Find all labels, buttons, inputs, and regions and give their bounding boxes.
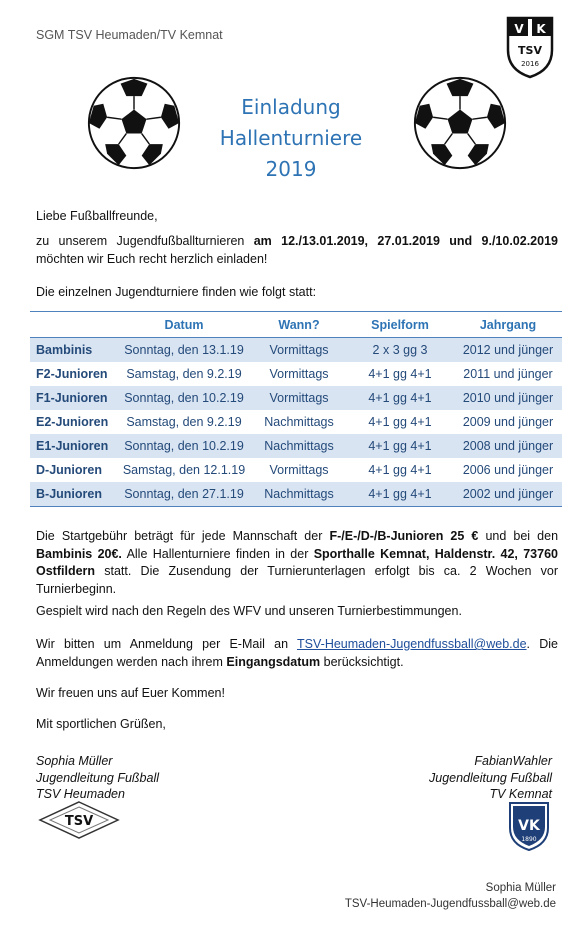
table-intro: Die einzelnen Jugendturniere finden wie folgt statt:: [36, 285, 317, 299]
row-date: Sonntag, den 10.2.19: [116, 386, 252, 410]
title-line-2: Hallenturniere: [219, 126, 363, 150]
closing-greeting: Mit sportlichen Grüßen,: [36, 717, 166, 731]
fee-junior-price: F-/E-/D-/B-Junioren 25 €: [329, 529, 479, 543]
registration-paragraph: [36, 636, 558, 671]
row-category: Bambinis: [30, 338, 116, 363]
row-category: F1-Junioren: [30, 386, 116, 410]
fee-paragraph: [36, 528, 558, 598]
table-header-row: [30, 312, 562, 338]
venue-address: Sporthalle Kemnat, Haldenstr. 42, 73760 Ostfildern: [36, 546, 558, 578]
row-when: Vormittags: [269, 367, 329, 381]
greeting: Liebe Fußballfreunde,: [36, 209, 158, 223]
row-date: Sonntag, den 13.1.19: [116, 338, 252, 363]
crest-year: 2016: [521, 60, 539, 68]
row-format: 4+1 gg 4+1: [346, 482, 454, 507]
signature-right-club: TV Kemnat: [489, 787, 552, 801]
closing-line: Wir freuen uns auf Euer Kommen!: [36, 686, 225, 700]
row-date: Sonntag, den 27.1.19: [116, 482, 252, 507]
row-when: Nachmittags: [252, 482, 346, 507]
intro-text-a: zu unserem Jugendfußballturnieren: [36, 234, 245, 248]
intro-paragraph: [36, 233, 558, 268]
footer-email: TSV-Heumaden-Jugendfussball@web.de: [344, 898, 556, 910]
signature-right-name: FabianWahler: [474, 754, 552, 768]
title-line-3: 2019: [265, 157, 317, 181]
tv-kemnat-logo: [507, 800, 551, 852]
signature-right: [429, 753, 552, 803]
signature-right-role: Jugendleitung Fußball: [429, 770, 552, 785]
row-format: 4+1 gg 4+1: [368, 415, 432, 429]
row-when: Vormittags: [252, 338, 346, 363]
header-age: Jahrgang: [454, 312, 562, 338]
row-format: 2 x 3 gg 3: [346, 338, 454, 363]
row-when: Nachmittags: [264, 415, 334, 429]
header-date: Datum: [116, 312, 252, 338]
row-category: D-Junioren: [36, 463, 102, 477]
organization-name: SGM TSV Heumaden/TV Kemnat: [36, 28, 223, 42]
page-title: [0, 92, 582, 185]
fee-text-c: und bei den: [485, 529, 559, 543]
table-row: [30, 482, 562, 507]
row-category: E1-Junioren: [30, 434, 116, 458]
row-date: Samstag, den 12.1.19: [122, 463, 246, 477]
kemnat-logo-year: 1890: [521, 836, 537, 843]
row-date: Sonntag, den 10.2.19: [116, 434, 252, 458]
reg-text-b: . Die Anmeldungen werden nach ihrem: [36, 637, 558, 669]
row-category: E2-Junioren: [36, 415, 109, 429]
row-age: 2009 und jünger: [462, 415, 554, 429]
table-row: [30, 458, 562, 482]
row-date: Samstag, den 9.2.19: [126, 367, 242, 381]
row-format: 4+1 gg 4+1: [346, 434, 454, 458]
row-age: 2011 und jünger: [463, 367, 553, 381]
row-format: 4+1 gg 4+1: [368, 367, 432, 381]
rules-line: Gespielt wird nach den Regeln des WFV und unseren Turnierbestimmungen.: [36, 604, 462, 618]
reg-receipt-date: Eingangsdatum: [226, 654, 321, 669]
crest-letter-k: K: [536, 22, 546, 36]
row-format: 4+1 gg 4+1: [346, 386, 454, 410]
row-category: B-Junioren: [30, 482, 116, 507]
footer: [345, 880, 556, 912]
signature-left-role: Jugendleitung Fußball: [36, 770, 159, 785]
intro-text-c: möchten wir Euch recht herzlich einladen!: [36, 251, 268, 266]
row-age: 2006 und jünger: [462, 463, 554, 477]
row-category: F2-Junioren: [36, 367, 108, 381]
crest-letter-v: V: [514, 22, 524, 36]
intro-dates: am 12./13.01.2019, 27.01.2019 und 9./10.02.2019: [253, 234, 558, 248]
table-row: [30, 410, 562, 434]
header-when: Wann?: [252, 312, 346, 338]
header-category: [30, 312, 116, 338]
signature-left-club: TSV Heumaden: [36, 787, 125, 801]
row-age: 2010 und jünger: [454, 386, 562, 410]
sgm-club-crest: [504, 14, 556, 80]
table-row: [30, 362, 562, 386]
row-age: 2012 und jünger: [454, 338, 562, 363]
tsv-logo-letters: TSV: [64, 814, 94, 829]
header-format: Spielform: [346, 312, 454, 338]
row-when: Nachmittags: [252, 434, 346, 458]
row-date: Samstag, den 9.2.19: [126, 415, 242, 429]
fee-text-a: Die Startgebühr beträgt für jede Mannschaft der: [36, 529, 323, 543]
registration-email-link[interactable]: TSV-Heumaden-Jugendfussball@web.de: [297, 637, 527, 651]
row-when: Vormittags: [252, 386, 346, 410]
row-when: Vormittags: [269, 463, 329, 477]
fee-text-e: Alle Hallenturniere finden in der: [126, 546, 309, 561]
fee-text-g: statt. Die Zusendung der Turnierunterlagen erfolgt bis ca. 2 Wochen vor Turnierbeginn.: [36, 564, 558, 596]
row-format: 4+1 gg 4+1: [368, 463, 432, 477]
title-line-1: Einladung: [241, 95, 341, 119]
fee-bambini-price: Bambinis 20€.: [36, 546, 122, 561]
reg-text-d: berücksichtigt.: [323, 654, 404, 669]
signature-left: [36, 753, 159, 803]
crest-letters-tsv: TSV: [518, 44, 542, 57]
kemnat-logo-letters: VK: [518, 818, 540, 834]
table-row: [30, 386, 562, 410]
tournament-table: [30, 311, 562, 507]
table-row: [30, 434, 562, 458]
row-age: 2008 und jünger: [454, 434, 562, 458]
row-age: 2002 und jünger: [454, 482, 562, 507]
footer-name: Sophia Müller: [485, 882, 556, 894]
signature-left-name: Sophia Müller: [36, 754, 113, 768]
tsv-heumaden-logo: [38, 800, 120, 840]
table-row: [30, 338, 562, 363]
reg-text-a: Wir bitten um Anmeldung per E-Mail an: [36, 637, 289, 651]
